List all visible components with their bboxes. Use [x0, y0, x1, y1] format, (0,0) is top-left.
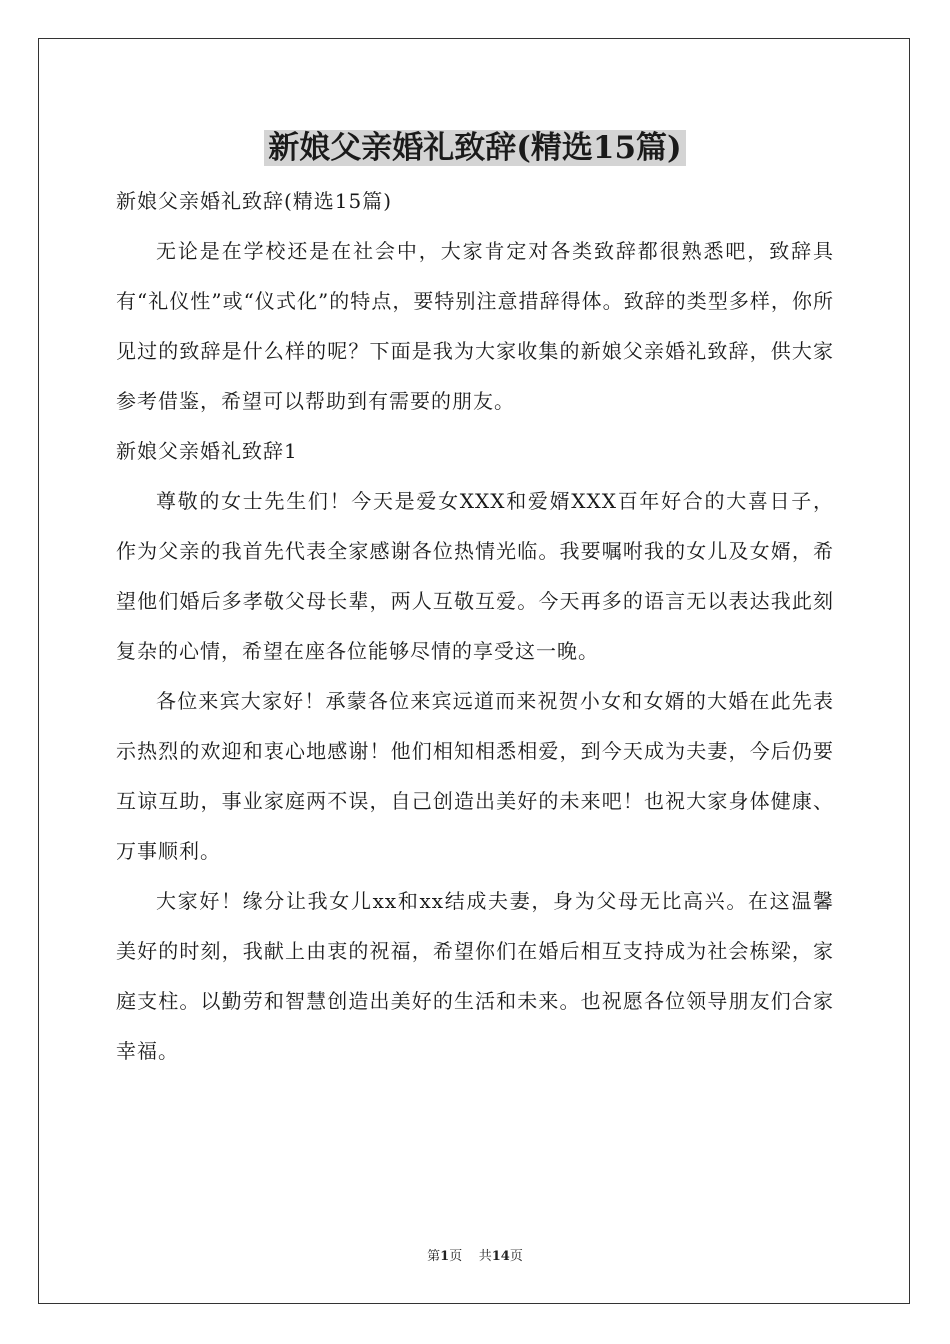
intro-paragraph: 无论是在学校还是在社会中，大家肯定对各类致辞都很熟悉吧，致辞具有“礼仪性”或“仪式化”的特点，要特别注意措辞得体。致辞的类型多样，你所见过的致辞是什么样的呢？下面是我为大家收集的新娘父亲婚礼致辞，供大家参考借鉴，希望可以帮助到有需要的朋友。: [116, 239, 834, 413]
page-number: 1: [440, 1249, 450, 1264]
document-title: [0, 126, 950, 170]
body-paragraph: 各位来宾大家好！承蒙各位来宾远道而来祝贺小女和女婿的大婚在此先表示热烈的欢迎和衷心地感谢！他们相知相悉相爱，到今天成为夫妻，今后仍要互谅互助，事业家庭两不误，自己创造出美好的未来吧！也祝大家身体健康、万事顺利。: [116, 689, 834, 863]
total-prefix: 共: [478, 1249, 492, 1264]
section-heading: 新娘父亲婚礼致辞1: [116, 439, 298, 463]
total-pages: 14: [491, 1249, 510, 1264]
page-prefix: 第: [427, 1249, 441, 1264]
page-footer: [0, 1248, 950, 1266]
document-body: [116, 176, 834, 1076]
total-suffix: 页: [509, 1249, 523, 1264]
page-suffix: 页: [449, 1249, 463, 1264]
body-paragraph: 大家好！缘分让我女儿xx和xx结成夫妻，身为父母无比高兴。在这温馨美好的时刻，我献上由衷的祝福，希望你们在婚后相互支持成为社会栋梁，家庭支柱。以勤劳和智慧创造出美好的生活和未来。也祝愿各位领导朋友们合家幸福。: [116, 889, 834, 1063]
document-title-text: 新娘父亲婚礼致辞(精选15篇): [264, 130, 685, 166]
subtitle: 新娘父亲婚礼致辞(精选15篇): [116, 189, 393, 213]
body-paragraph: 尊敬的女士先生们！今天是爱女XXX和爱婿XXX百年好合的大喜日子，作为父亲的我首先代表全家感谢各位热情光临。我要嘱咐我的女儿及女婿，希望他们婚后多孝敬父母长辈，两人互敬互爱。今天再多的语言无以表达我此刻复杂的心情，希望在座各位能够尽情的享受这一晚。: [116, 489, 834, 663]
